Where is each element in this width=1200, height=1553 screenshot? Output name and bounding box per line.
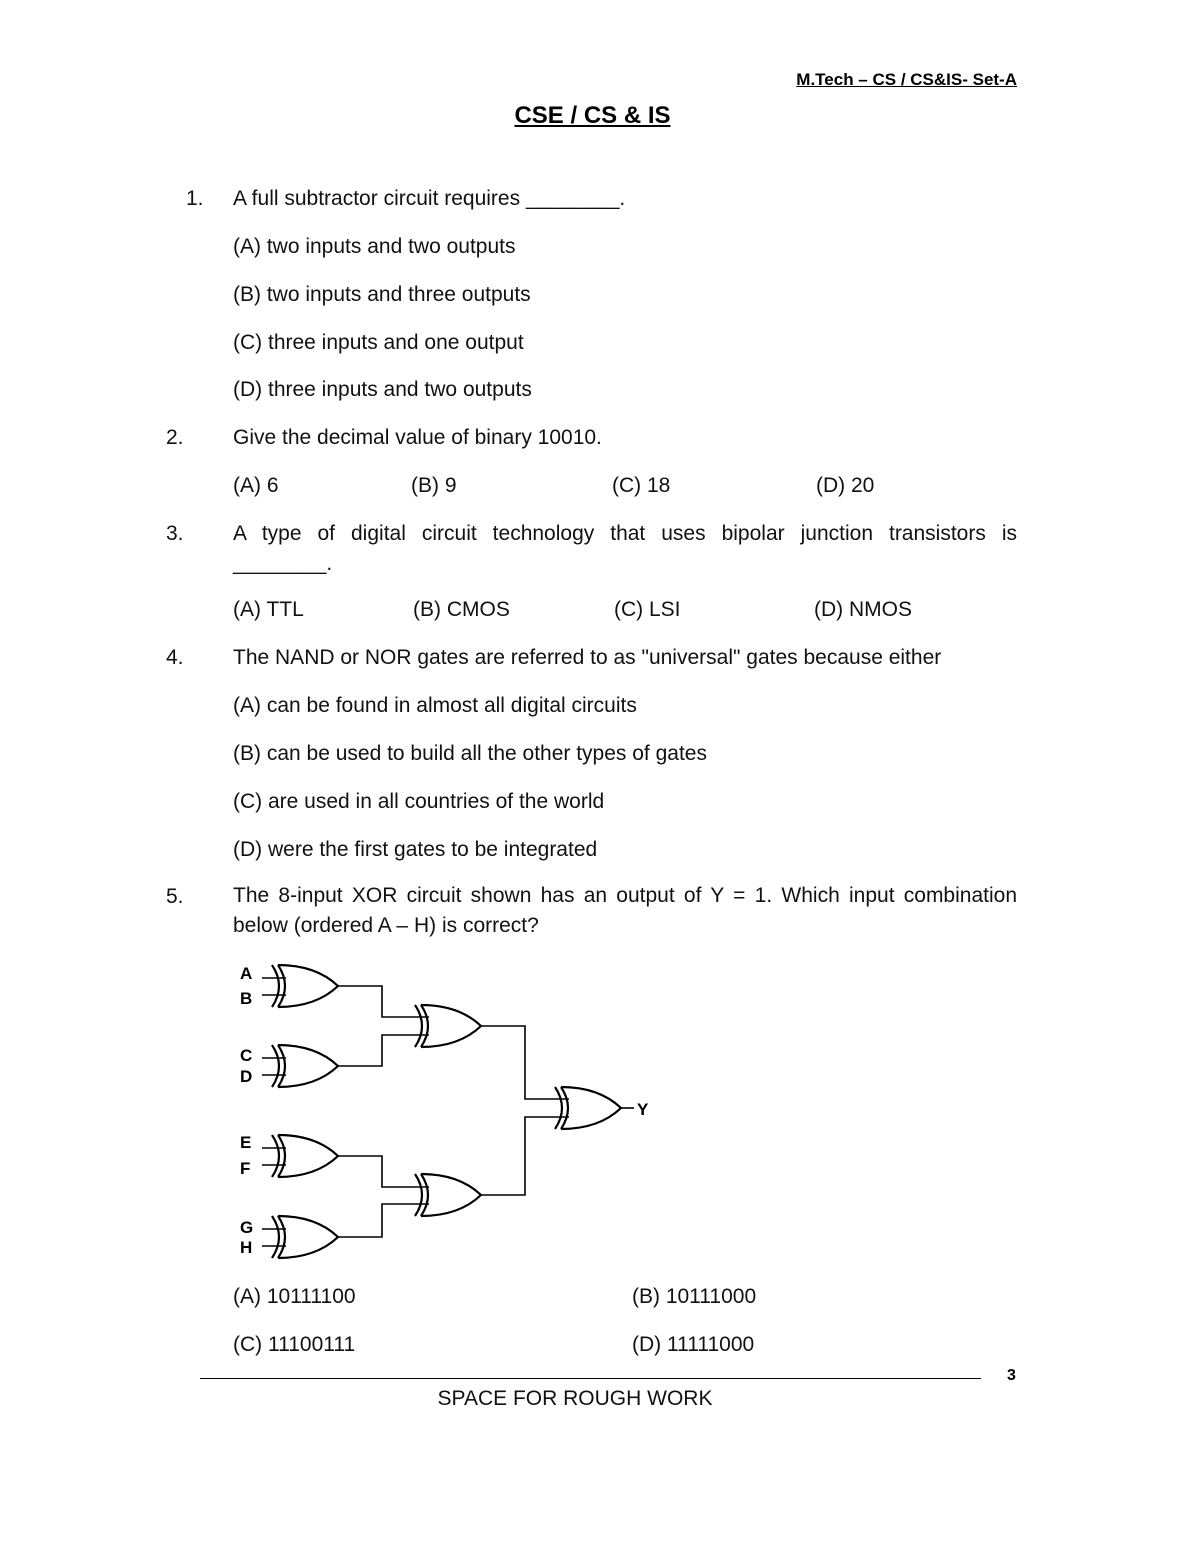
xor-gate-cd	[272, 1045, 338, 1087]
option-d: (D) 20	[816, 474, 875, 497]
option-d: (D) 11111000	[632, 1333, 755, 1356]
question-text	[233, 881, 1017, 941]
question-text-line-1: A type of digital circuit technology that uses bipolar junction transistors is	[233, 522, 1017, 545]
option-a: (A) 6	[233, 474, 279, 497]
rough-work-label: SPACE FOR ROUGH WORK	[437, 1387, 713, 1410]
xor-gate-gh	[272, 1216, 338, 1258]
xor-gate-efgh	[415, 1174, 481, 1216]
question-number: 5.	[166, 885, 184, 908]
question-number: 3.	[166, 522, 184, 545]
option-c: (C) 11100111	[233, 1333, 356, 1356]
question-text: A full subtractor circuit requires ________.	[233, 187, 626, 210]
xor-gate-output	[555, 1087, 621, 1129]
option-b: (B) can be used to build all the other types of gates	[233, 742, 707, 765]
option-d: (D) were the first gates to be integrated	[233, 838, 598, 861]
option-a: (A) TTL	[233, 598, 304, 621]
input-label-e: E	[240, 1133, 252, 1152]
option-c: (C) 18	[612, 474, 671, 497]
question-text	[233, 519, 1017, 579]
input-label-c: C	[240, 1046, 253, 1065]
option-b: (B) CMOS	[413, 598, 510, 621]
xor-gate-ef	[272, 1135, 338, 1177]
footer-divider	[200, 1378, 981, 1379]
xor-circuit-diagram	[230, 958, 670, 1263]
question-text: The NAND or NOR gates are referred to as "universal" gates because either	[233, 646, 942, 669]
option-b: (B) two inputs and three outputs	[233, 283, 531, 306]
option-b: (B) 10111000	[632, 1285, 757, 1308]
question-number: 4.	[166, 646, 184, 669]
input-label-h: H	[240, 1238, 253, 1257]
xor-gate-abcd	[415, 1005, 481, 1047]
input-label-a: A	[240, 964, 253, 983]
option-d: (D) three inputs and two outputs	[233, 378, 532, 401]
option-c: (C) LSI	[614, 598, 681, 621]
option-b: (B) 9	[411, 474, 457, 497]
question-text-line-1: The 8-input XOR circuit shown has an output of Y = 1. Which input combination	[233, 884, 1017, 907]
option-a: (A) 10111100	[233, 1285, 356, 1308]
option-c: (C) are used in all countries of the world	[233, 790, 605, 813]
page-number: 3	[1007, 1367, 1016, 1384]
question-text-line-2: below (ordered A – H) is correct?	[233, 914, 539, 937]
question-text-line-2: ________.	[233, 552, 333, 575]
option-d: (D) NMOS	[814, 598, 912, 621]
option-a: (A) can be found in almost all digital circuits	[233, 694, 637, 717]
wires	[262, 978, 634, 1246]
xor-gate-ab	[272, 965, 338, 1007]
set-label: M.Tech – CS / CS&IS- Set-A	[796, 70, 1017, 89]
input-label-g: G	[240, 1218, 254, 1237]
option-a: (A) two inputs and two outputs	[233, 235, 516, 258]
input-label-f: F	[240, 1159, 251, 1178]
input-label-d: D	[240, 1067, 253, 1086]
input-label-b: B	[240, 989, 253, 1008]
question-number: 2.	[166, 426, 184, 449]
output-label-y: Y	[637, 1100, 649, 1119]
page-title: CSE / CS & IS	[514, 102, 671, 129]
question-text: Give the decimal value of binary 10010.	[233, 426, 602, 449]
question-number: 1.	[186, 187, 204, 210]
option-c: (C) three inputs and one output	[233, 331, 524, 354]
